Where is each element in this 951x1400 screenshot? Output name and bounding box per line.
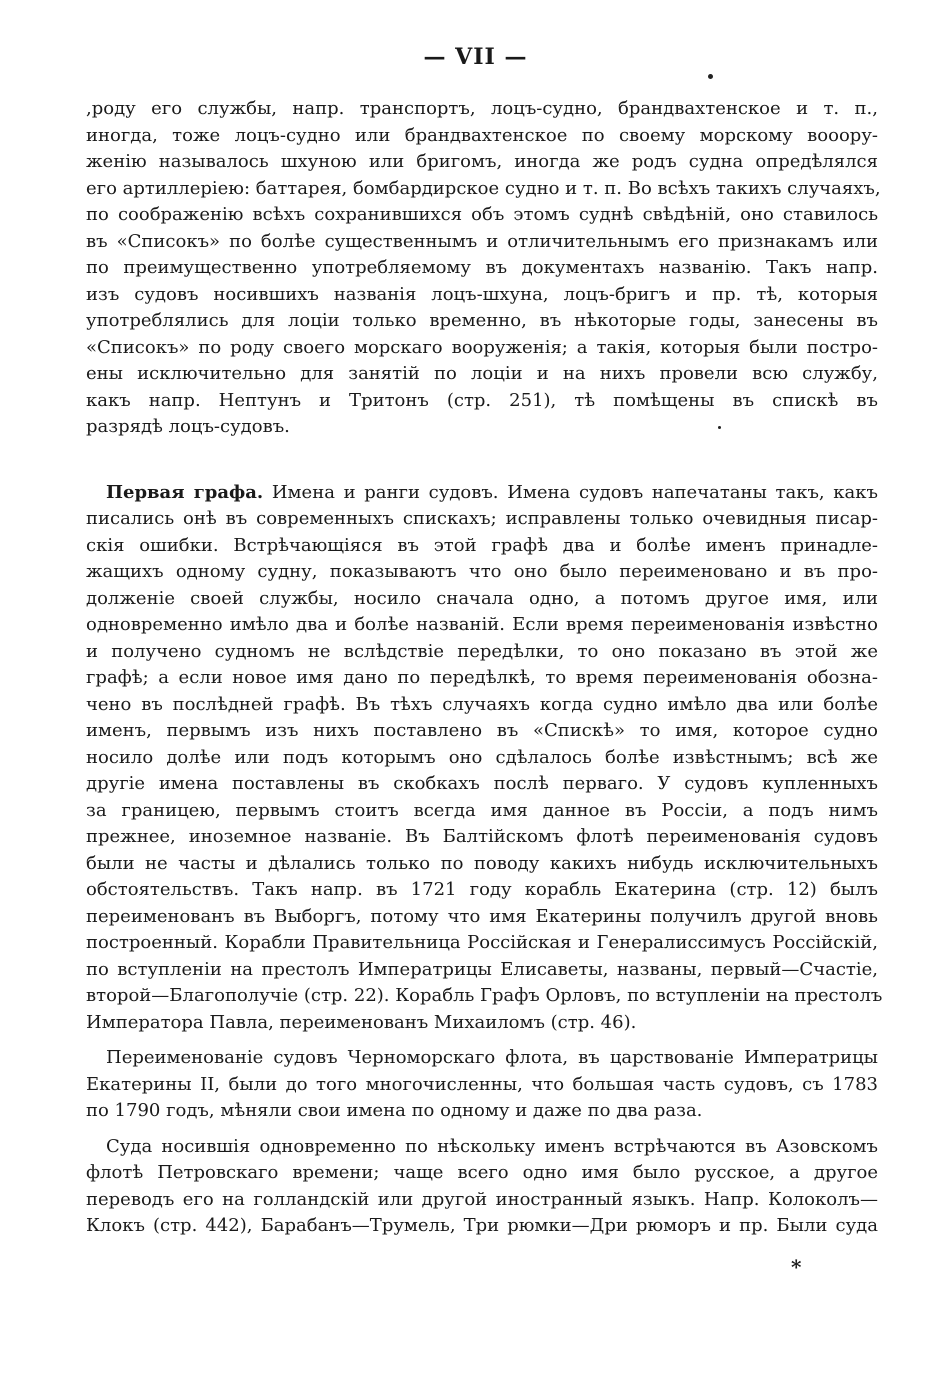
- text-line: одновременно имѣло два и болѣе названій. Если время переименованія извѣстно: [86, 614, 878, 635]
- text-line: разрядѣ лоцъ-судовъ.: [86, 416, 290, 437]
- text-line: изъ судовъ носившихъ названія лоцъ-шхуна, лоцъ-бригъ и пр. тѣ, которыя: [86, 283, 878, 305]
- text-line: Переименованіе судовъ Черноморскаго флота, въ царствованіе Императрицы: [106, 1047, 878, 1068]
- text-line: были не часты и дѣлались только по поводу какихъ нибудь исключительныхъ: [86, 852, 878, 874]
- signature-mark: *: [791, 1255, 802, 1279]
- page-number: — VII —: [423, 44, 528, 70]
- text-line: въ «Списокъ» по болѣе существеннымъ и отличительнымъ его признакамъ или: [86, 230, 878, 252]
- text-line: построенный. Корабли Правительница Россійская и Генералиссимусъ Россійскій,: [86, 932, 878, 953]
- paragraph-black-sea: [86, 1045, 878, 1125]
- text-line: второй—Благополучіе (стр. 22). Корабль Графъ Орловъ, по вступленіи на престолъ: [86, 985, 883, 1006]
- text-line: и получено судномъ не вслѣдствіе передѣлки, то оно показано въ этой же: [86, 640, 878, 662]
- text-line: другіе имена поставлены въ скобкахъ послѣ перваго. У судовъ купленныхъ: [86, 773, 878, 794]
- text-line: писались онѣ въ современныхъ спискахъ; исправлены только очевидныя писар-: [86, 508, 878, 529]
- paragraph-azov: [86, 1134, 878, 1240]
- text-line: женію называлось шхуною или бригомъ, иногда же родъ судна опредѣлялся: [86, 151, 878, 172]
- text-line: ,роду его службы, напр. транспортъ, лоцъ-судно, брандвахтенское и т. п.,: [86, 98, 878, 119]
- ink-speck: [708, 74, 713, 79]
- text-line: «Списокъ» по роду своего морскаго вооруженія; а такія, которыя были постро-: [86, 336, 878, 358]
- text-line: его артиллеріею: баттарея, бомбардирское судно и т. п. Во всѣхъ такихъ случаяхъ,: [86, 177, 881, 199]
- section-heading-rest: Имена и ранги судовъ. Имена судовъ напечатаны такъ, какъ: [263, 481, 878, 503]
- text-line: носило долѣе или подъ которымъ оно сдѣлалось болѣе извѣстнымъ; всѣ же: [86, 746, 878, 768]
- text-line: по 1790 годъ, мѣняли свои имена по одному и даже по два раза.: [86, 1100, 703, 1121]
- text-line: за границею, первымъ стоитъ всегда имя данное въ Россіи, а подъ нимъ: [86, 799, 878, 821]
- text-line: чено въ послѣдней графѣ. Въ тѣхъ случаяхъ когда судно имѣло два или болѣе: [86, 693, 878, 715]
- text-line: именъ, первымъ изъ нихъ поставлено въ «Спискѣ» то имя, которое судно: [86, 720, 878, 741]
- text-line: переименованъ въ Выборгъ, потому что имя Екатерины получилъ другой вновь: [86, 905, 878, 927]
- text-line: графѣ; а если новое имя дано по передѣлкѣ, то время переименованія обозна-: [86, 667, 878, 688]
- text-line: [86, 480, 878, 507]
- text-line: скія ошибки. Встрѣчающіяся въ этой графѣ два и болѣе именъ принадле-: [86, 534, 878, 556]
- text-line: иногда, тоже лоцъ-судно или брандвахтенское по своему морскому вооору-: [86, 124, 878, 146]
- text-line: Клокъ (стр. 442), Барабанъ—Трумель, Три рюмки—Дри рюморъ и пр. Были суда: [86, 1215, 878, 1236]
- text-line: жащихъ одному судну, показываютъ что оно было переименовано и въ про-: [86, 561, 878, 582]
- text-line: флотѣ Петровскаго времени; чаще всего одно имя было русское, а другое: [86, 1162, 878, 1183]
- text-line: обстоятельствъ. Такъ напр. въ 1721 году корабль Екатерина (стр. 12) былъ: [86, 879, 878, 900]
- text-line: Екатерины II, были до того многочисленны, что большая часть судовъ, съ 1783: [86, 1073, 878, 1095]
- section-heading: Первая графа.: [106, 481, 264, 503]
- text-line: употреблялись для лоціи только временно, въ нѣкоторые годы, занесены въ: [86, 310, 878, 331]
- text-line: Императора Павла, переименованъ Михаиломъ (стр. 46).: [86, 1011, 637, 1033]
- text-line: прежнее, иноземное названіе. Въ Балтійскомъ флотѣ переименованія судовъ: [86, 826, 878, 847]
- paragraph-ship-types: [86, 96, 881, 441]
- text-line: Суда носившія одновременно по нѣскольку именъ встрѣчаются въ Азовскомъ: [106, 1135, 878, 1157]
- text-line: ены исключительно для занятій по лоціи и на нихъ провели всю службу,: [86, 363, 878, 384]
- text-line: переводъ его на голландскій или другой иностранный языкъ. Напр. Колоколъ—: [86, 1188, 878, 1210]
- paragraph-first-column: [86, 480, 883, 1037]
- text-line: по вступленіи на престолъ Императрицы Елисаветы, названы, первый—Счастіе,: [86, 958, 878, 980]
- text-line: по преимущественно употребляемому въ документахъ названію. Такъ напр.: [86, 257, 878, 278]
- text-column: [86, 96, 883, 1240]
- text-line: какъ напр. Нептунъ и Тритонъ (стр. 251), тѣ помѣщены въ спискѣ въ: [86, 389, 878, 411]
- text-line: по соображенію всѣхъ сохранившихся объ этомъ суднѣ свѣдѣній, оно ставилось: [86, 204, 878, 225]
- text-line: долженіе своей службы, носило сначала одно, а потомъ другое имя, или: [86, 587, 878, 609]
